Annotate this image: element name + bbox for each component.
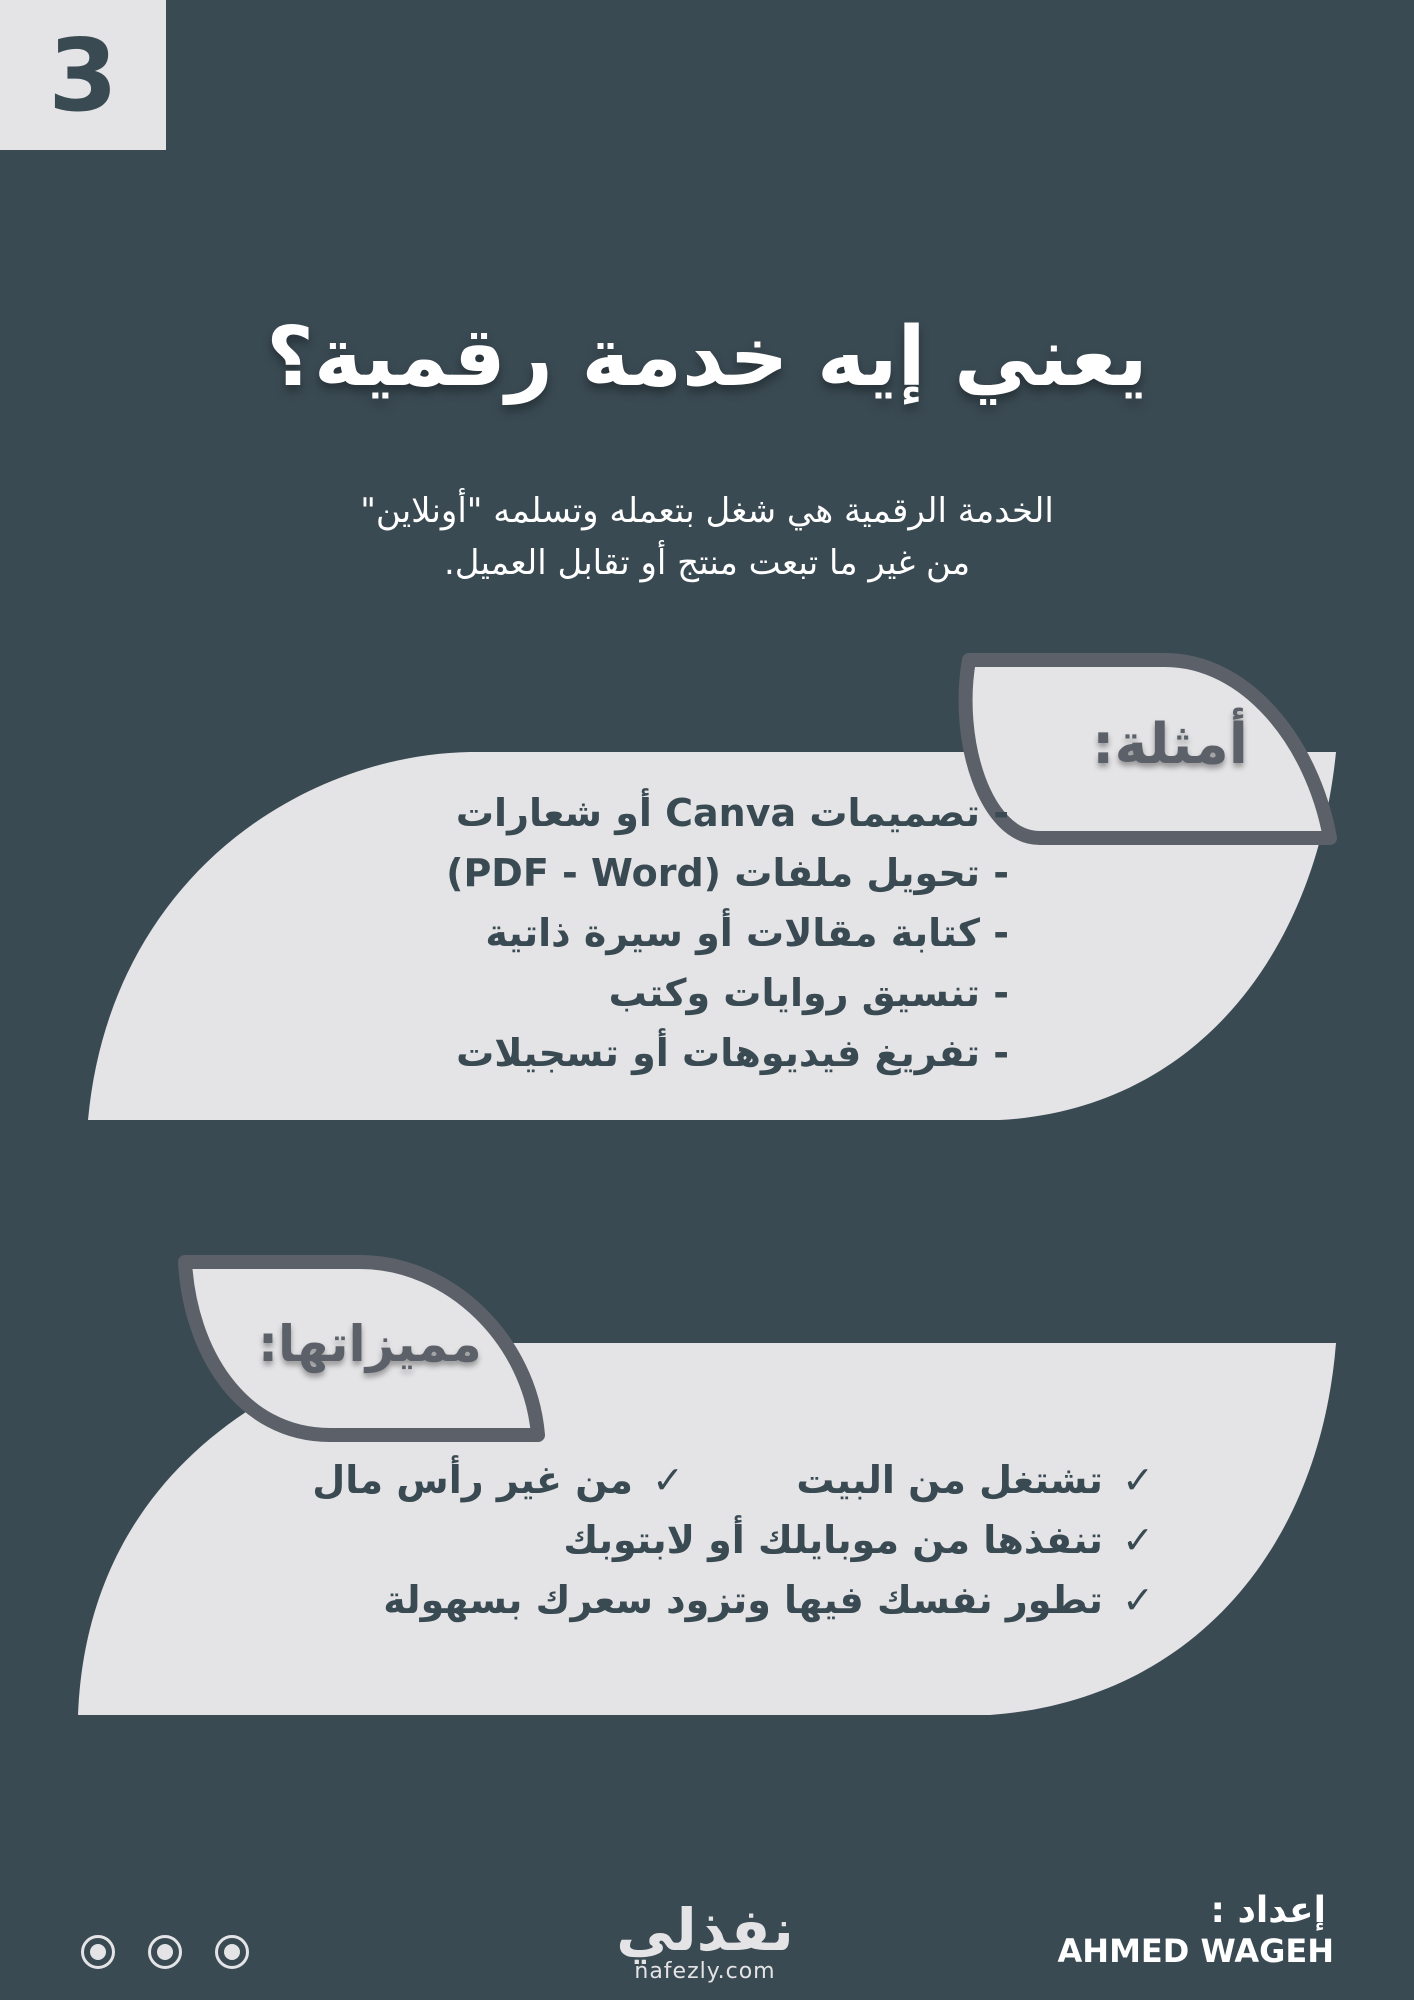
feature-item	[563, 1518, 1154, 1562]
logo-wordmark: نفذلي	[616, 1896, 794, 1964]
check-icon: ✓	[1122, 1458, 1154, 1502]
feature-label: تشتغل من البيت	[796, 1458, 1103, 1502]
page-number-badge: 3	[0, 0, 166, 150]
feature-item	[383, 1578, 1154, 1622]
intro-line-1: الخدمة الرقمية هي شغل بتعمله وتسلمه "أونلاين"	[360, 491, 1054, 531]
check-icon: ✓	[1122, 1518, 1154, 1562]
list-item: - تفريغ فيديوهات أو تسجيلات	[456, 1031, 1009, 1075]
intro-line-2: من غير ما تبعت منتج أو تقابل العميل.	[443, 543, 971, 583]
check-icon: ✓	[1122, 1578, 1154, 1622]
check-icon: ✓	[652, 1458, 684, 1502]
pagination-dot-icon	[215, 1935, 249, 1969]
page-title: يعني إيه خدمة رقمية؟	[266, 310, 1148, 405]
feature-item	[312, 1458, 684, 1502]
pagination-dot-icon	[148, 1935, 182, 1969]
feature-item	[796, 1458, 1154, 1502]
feature-label: تطور نفسك فيها وتزود سعرك بسهولة	[383, 1578, 1103, 1622]
list-item: - تنسيق روايات وكتب	[608, 971, 1009, 1015]
credit-label: إعداد :	[1210, 1890, 1326, 1931]
list-item: - تحويل ملفات (PDF - Word)	[446, 851, 1009, 895]
nafezly-logo	[615, 1896, 795, 1984]
credit-name: AHMED WAGEH	[1057, 1932, 1334, 1970]
pagination-dot-icon	[81, 1935, 115, 1969]
list-item: - كتابة مقالات أو سيرة ذاتية	[485, 911, 1009, 955]
features-heading: مميزاتها:	[258, 1315, 482, 1373]
logo-url: nafezly.com	[634, 1959, 776, 1984]
examples-heading: أمثلة:	[1092, 712, 1248, 777]
feature-label: من غير رأس مال	[312, 1458, 633, 1502]
list-item: - تصميمات Canva أو شعارات	[455, 791, 1009, 835]
feature-label: تنفذها من موبايلك أو لابتوبك	[563, 1518, 1103, 1562]
